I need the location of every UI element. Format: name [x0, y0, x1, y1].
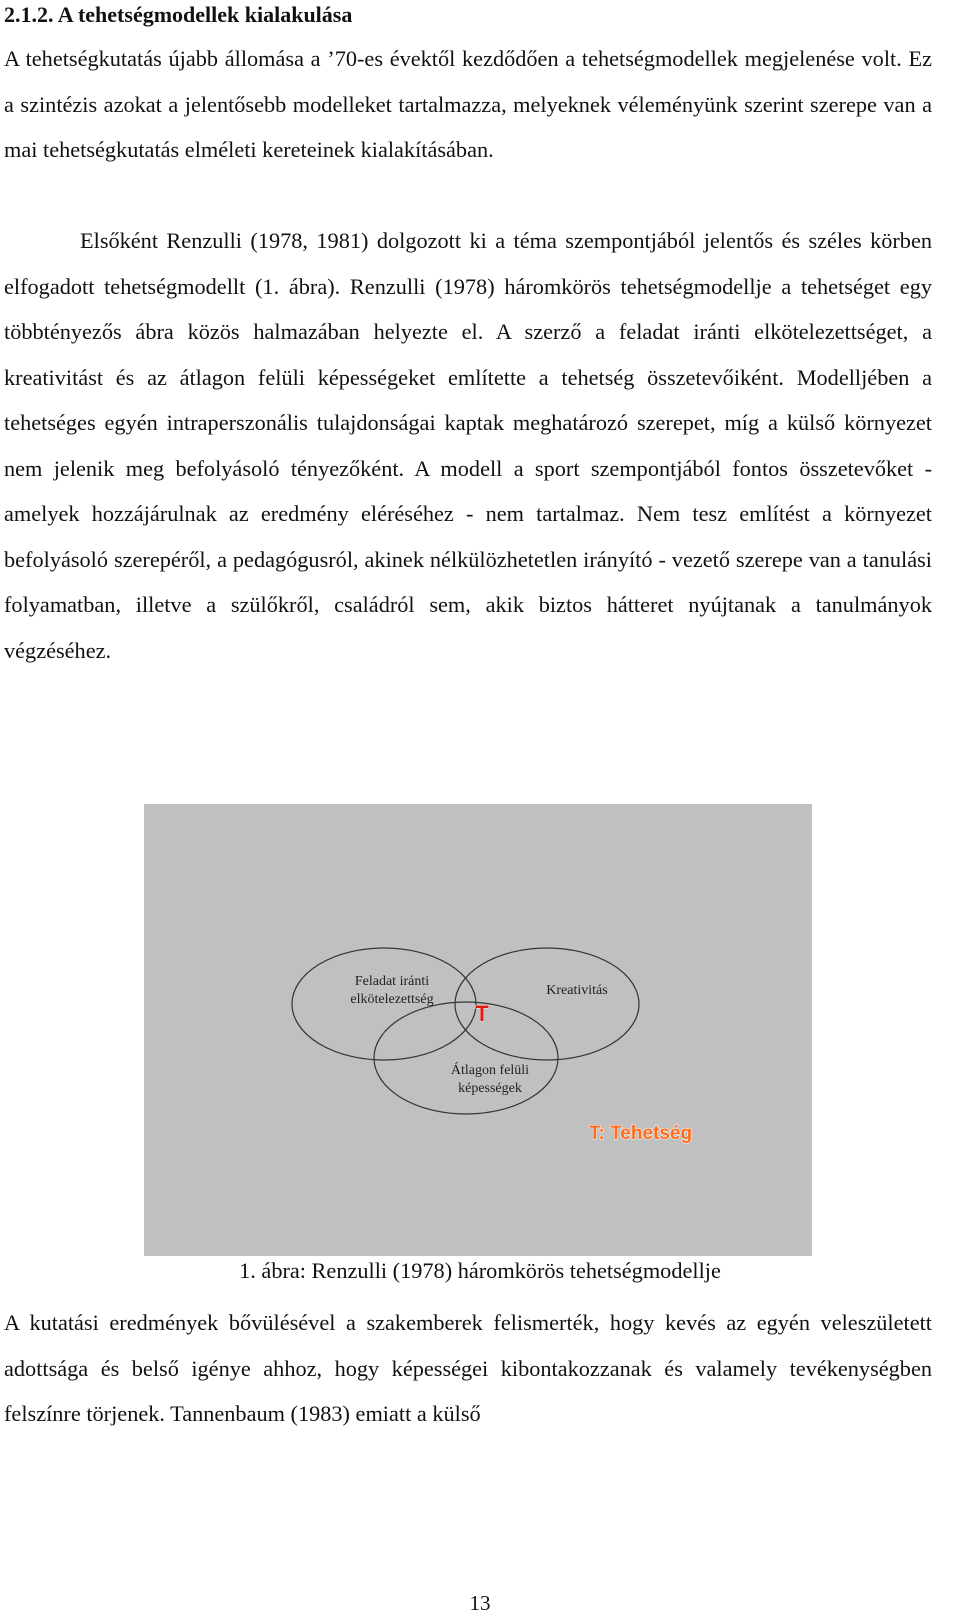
- label-creativity: Kreativitás: [546, 983, 608, 998]
- venn-diagram: [144, 804, 812, 1256]
- page-number: 13: [469, 1591, 491, 1615]
- paragraph-renzulli: Elsőként Renzulli (1978, 1981) dolgozott ki a téma szempontjából jelentős és széles körben elfogadott tehetségmodellt (1. ábra). Renzulli (1978) háromkörös tehetségmodellje a tehetséget egy többtényezős ábra közös halmazában helyezte el. A szerző a feladat iránti elkötelezettséget, a kreativitást és az átlagon felüli képességeket említette a tehetség összetevőiként. Modelljében a tehetséges egyén intraperszonális tulajdonságai kaptak meghatározó szerepet, míg a külső környezet nem jelenik meg befolyásoló tényezőként. A modell a sport szempontjából fontos összetevőket - amelyek hozzájárulnak az eredmény eléréséhez - nem tartalmaz. Nem tesz említést a környezet befolyásoló szerepéről, a pedagógusról, akinek nélkülözhetetlen irányító - vezető szerepe van a tanulási folyamatban, illetve a szülőkről, családról sem, akik biztos hátteret nyújtanak a tanulmányok végzéséhez.: [4, 228, 932, 663]
- legend-talent: T: Tehetség: [589, 1123, 693, 1144]
- label-ability-line2: képességek: [458, 1081, 522, 1096]
- paragraph-intro: A tehetségkutatás újabb állomása a ’70-es évektől kezdődően a tehetségmodellek megjelenése volt. Ez a szintézis azokat a jelentősebb modelleket tartalmazza, melyeknek véleményünk szerint szerepe van a mai tehetségkutatás elméleti kereteinek kialakításában.: [4, 46, 932, 162]
- paragraph-tannenbaum: A kutatási eredmények bővülésével a szakemberek felismerték, hogy kevés az egyén veleszületett adottsága és belső igénye ahhoz, hogy képességei kibontakozzanak és valamely tevékenységben felszínre törjenek. Tannenbaum (1983) emiatt a külső: [4, 1310, 932, 1426]
- label-ability-line1: Átlagon felüli: [450, 1063, 530, 1078]
- section-heading: 2.1.2. A tehetségmodellek kialakulása: [4, 2, 353, 27]
- label-task-commitment-line1: Feladat iránti: [354, 974, 430, 989]
- renzulli-figure: [144, 804, 812, 1256]
- circle-above-average-ability: [374, 1002, 558, 1114]
- figure-caption: 1. ábra: Renzulli (1978) háromkörös tehetségmodellje: [239, 1258, 721, 1283]
- label-task-commitment-line2: elkötelezettség: [350, 992, 434, 1007]
- talent-mark: T: [475, 1001, 489, 1026]
